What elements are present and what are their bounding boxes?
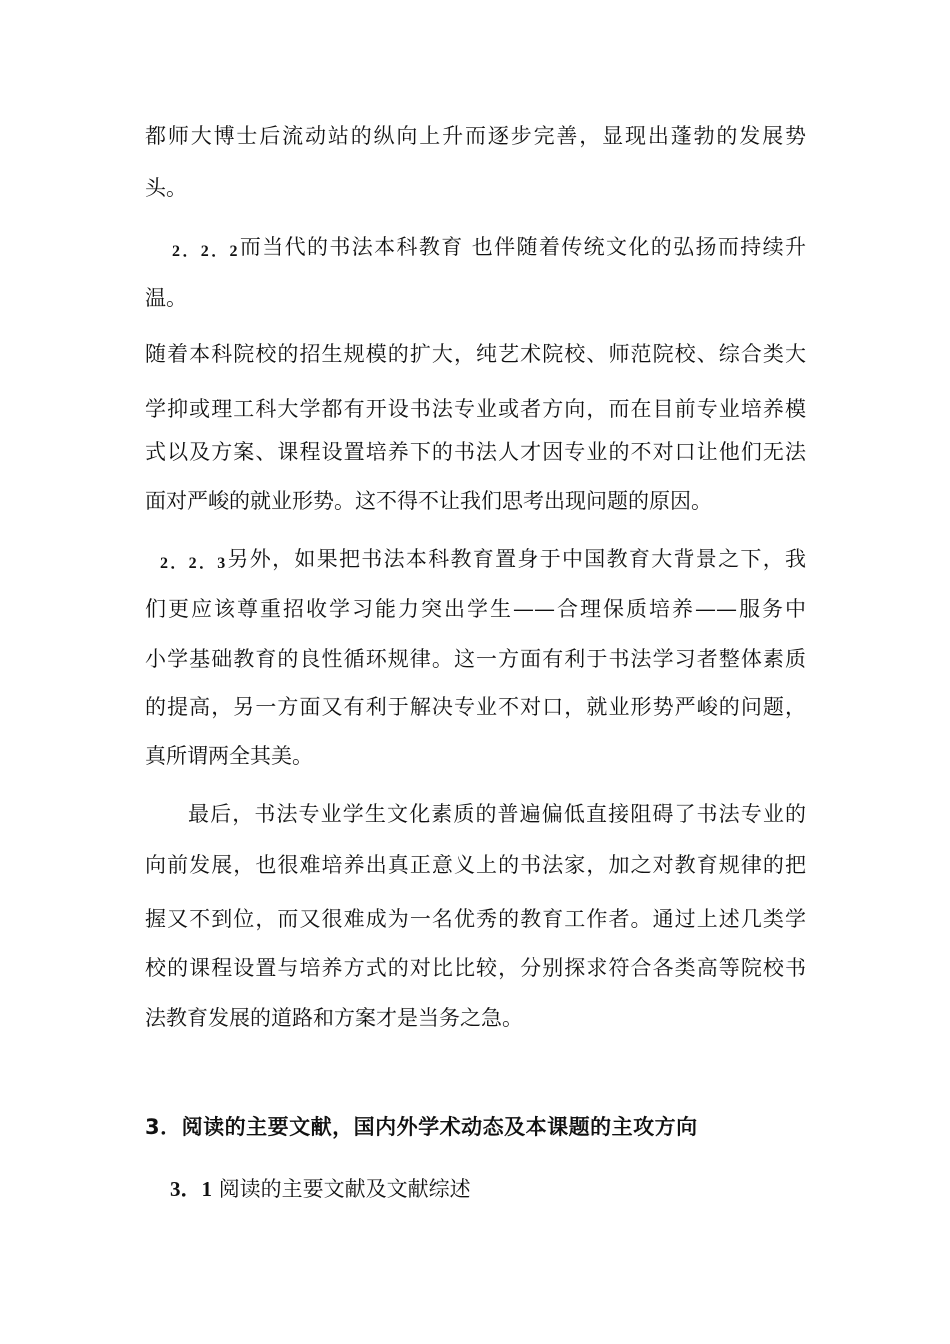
paragraph-4-line-2: 们更应该尊重招收学习能力突出学生——合理保质培养——服务中: [145, 597, 806, 621]
paragraph-4-line-3: 小学基础教育的良性循环规律。这一方面有利于书法学习者整体素质: [145, 647, 806, 671]
section-heading-3-1: [170, 1174, 471, 1204]
paragraph-5-line-5: 法教育发展的道路和方案才是当务之急。: [145, 1006, 523, 1030]
paragraph-1-line-1: 都师大博士后流动站的纵向上升而逐步完善，显现出蓬勃的发展势: [145, 124, 806, 148]
paragraph-5-line-2: 向前发展，也很难培养出真正意义上的书法家，加之对教育规律的把: [145, 853, 806, 877]
paragraph-2-line-2: 温。: [145, 286, 187, 310]
paragraph-2-line-1-text: 而当代的书法本科教育 也伴随着传统文化的弘扬而持续升: [238, 235, 806, 259]
section-heading-3: 3．阅读的主要文献，国内外学术动态及本课题的主攻方向: [145, 1115, 698, 1139]
paragraph-4-line-4: 的提高，另一方面又有利于解决专业不对口，就业形势严峻的问题，: [145, 695, 806, 719]
paragraph-3-line-4: 面对严峻的就业形势。这不得不让我们思考出现问题的原因。: [145, 489, 712, 513]
paragraph-5-line-1: 最后，书法专业学生文化素质的普遍偏低直接阻碍了书法专业的: [188, 802, 806, 826]
paragraph-3-line-3: 式以及方案、课程设置培养下的书法人才因专业的不对口让他们无法: [145, 440, 806, 464]
paragraph-4-line-1-text: 另外，如果把书法本科教育置身于中国教育大背景之下，我: [226, 547, 806, 571]
paragraph-3-line-2: 学抑或理工科大学都有开设书法专业或者方向，而在目前专业培养模: [145, 397, 806, 421]
section-heading-3-1-text: 阅读的主要文献及文献综述: [218, 1177, 471, 1201]
paragraph-5-line-3: 握又不到位，而又很难成为一名优秀的教育工作者。通过上述几类学: [145, 907, 806, 931]
section-number-3-1: 3．1: [170, 1177, 212, 1201]
paragraph-1-line-2: 头。: [145, 176, 187, 200]
paragraph-3-line-1: 随着本科院校的招生规模的扩大，纯艺术院校、师范院校、综合类大: [145, 342, 806, 366]
paragraph-5-line-4: 校的课程设置与培养方式的对比比较，分别探求符合各类高等院校书: [145, 956, 806, 980]
section-number-2-2-3: 2．2．3: [160, 555, 227, 572]
paragraph-4-line-1: [160, 544, 806, 579]
paragraph-4-line-5: 真所谓两全其美。: [145, 744, 313, 768]
paragraph-2-line-1: [172, 232, 806, 267]
section-number-2-2-2: 2．2．2: [172, 243, 239, 260]
